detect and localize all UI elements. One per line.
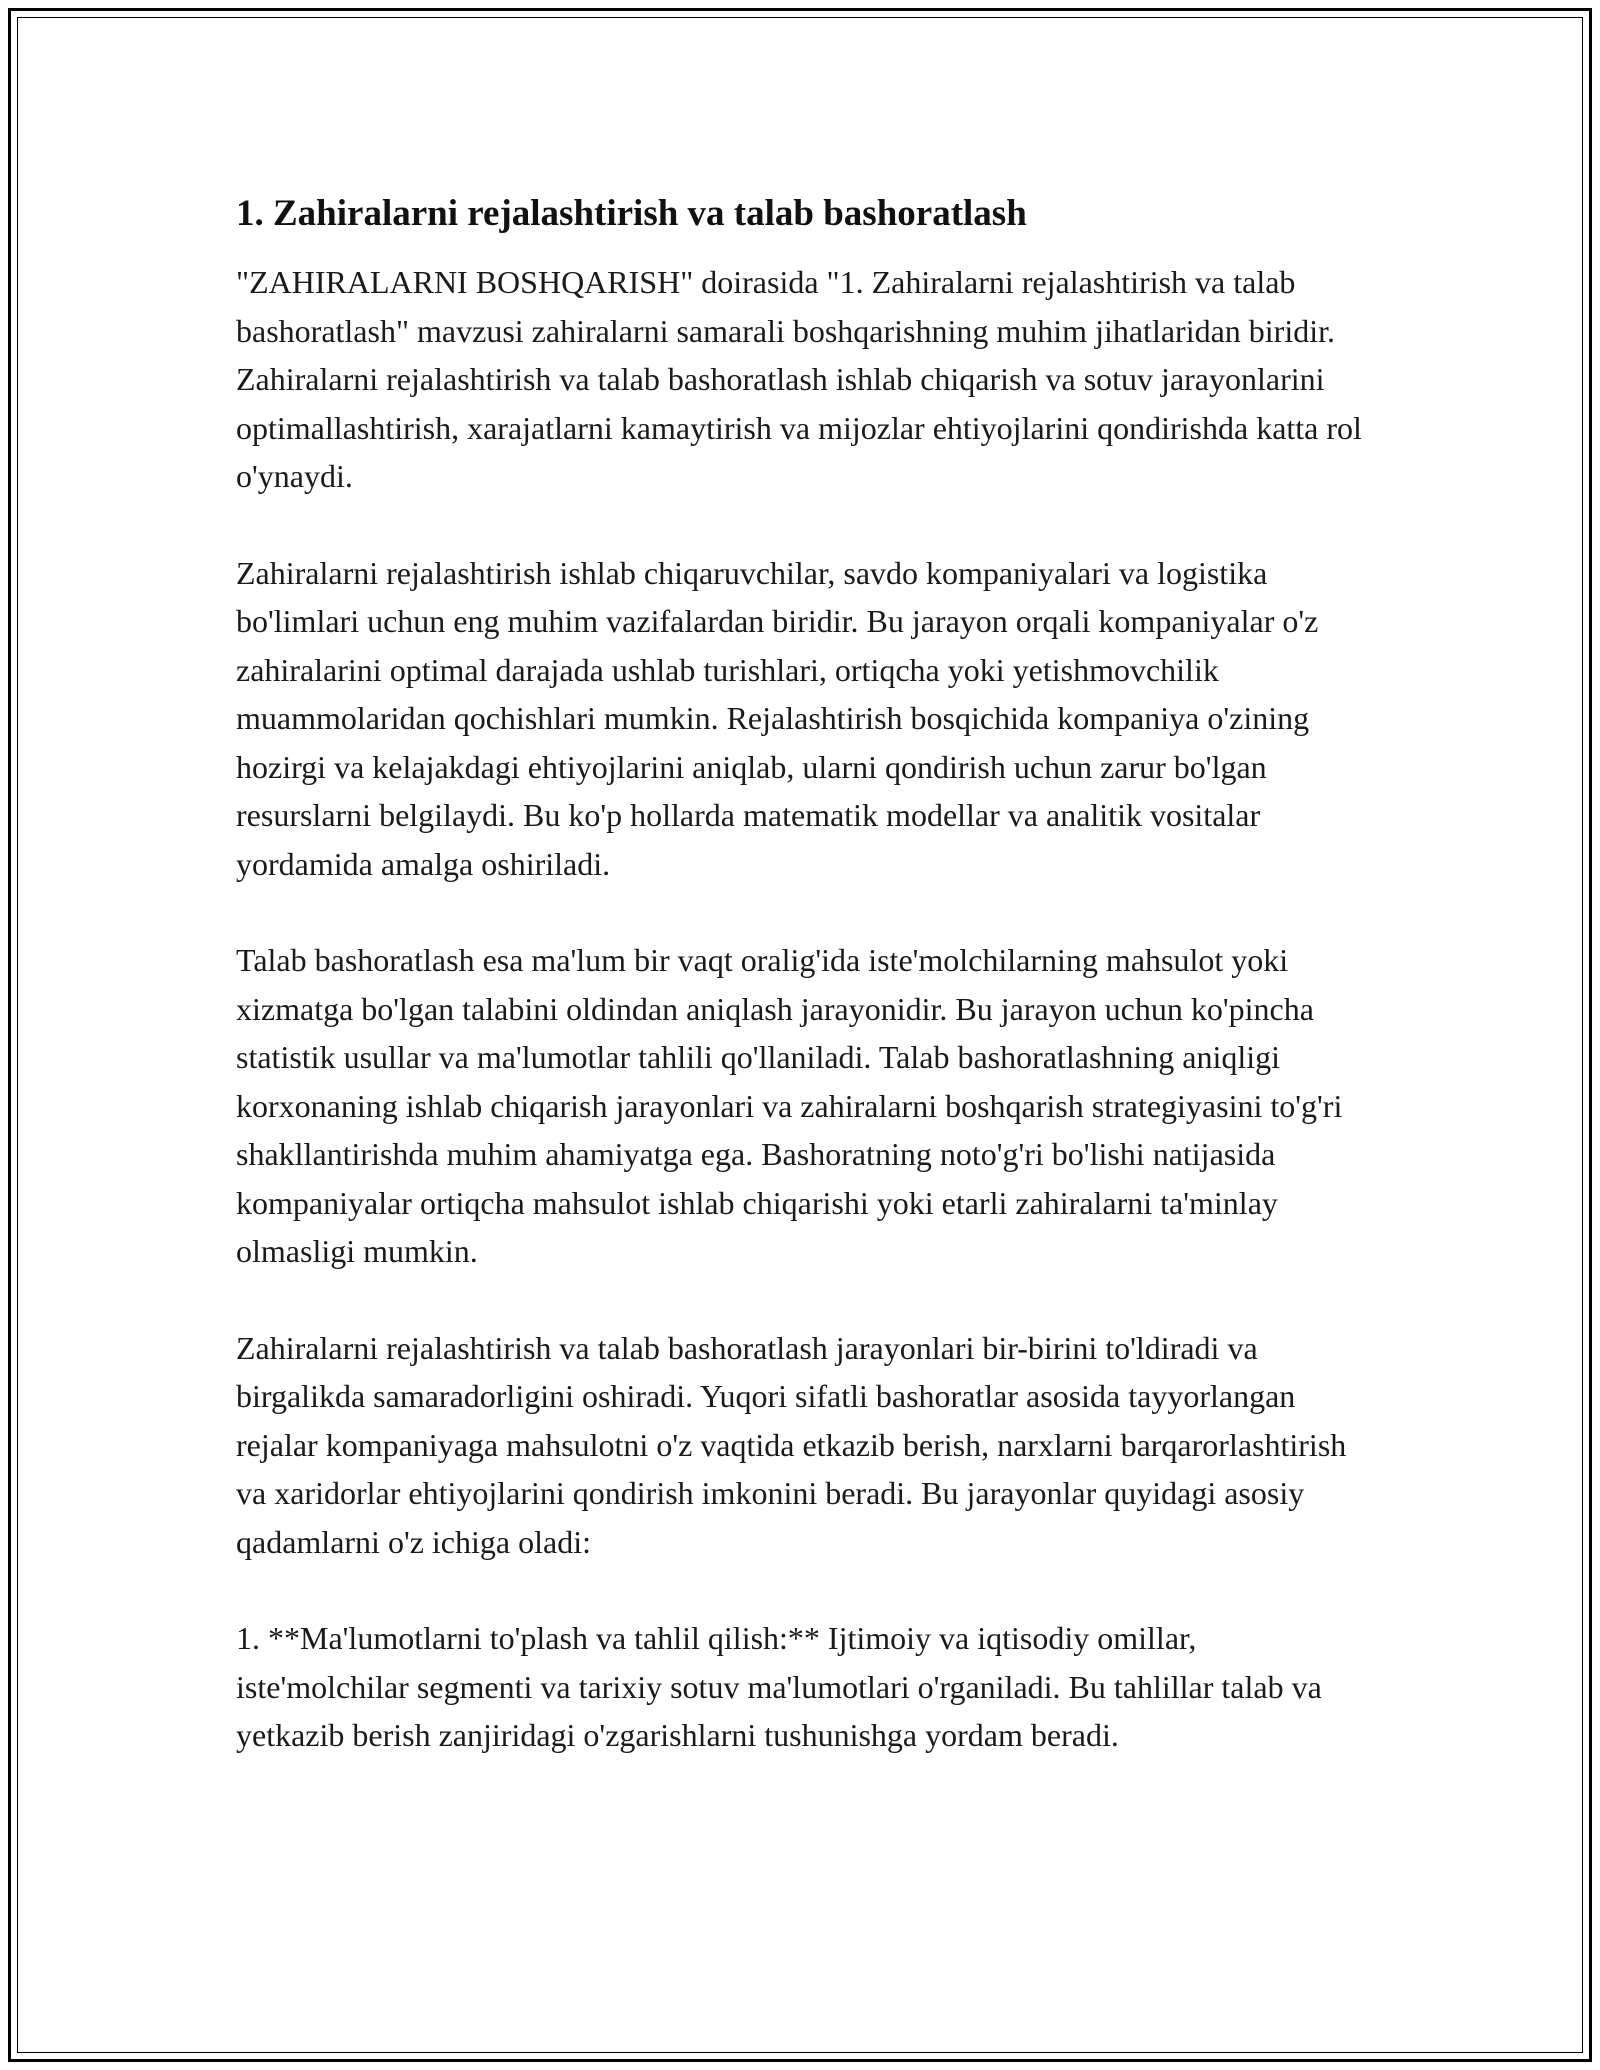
paragraph-combined: Zahiralarni rejalashtirish va talab bashoratlash jarayonlari bir-birini to'ldiradi va birgalikda samaradorligini oshiradi. Yuqori sifatli bashoratlar asosida tayyorlangan rejalar kompaniyaga mahsulotni o'z vaqtida etkazib berish, narxlarni barqarorlashtirish va xaridorlar ehtiyojlarini qondirish imkonini beradi. Bu jarayonlar quyidagi asosiy qadamlarni o'z ichiga oladi: [236, 1329, 1347, 1560]
paragraph-step-1: 1. **Ma'lumotlarni to'plash va tahlil qilish:** Ijtimoiy va iqtisodiy omillar, iste'molchilar segmenti va tarixiy sotuv ma'lumotlari o'rganiladi. Bu tahlillar talab va yetkazib berish zanjiridagi o'zgarishlarni tushunishga yordam beradi. [236, 1620, 1322, 1753]
document-title: 1. Zahiralarni rejalashtirish va talab bashoratlash [236, 193, 1027, 234]
document-body [236, 188, 1376, 1808]
paragraph-intro: "ZAHIRALARNI BOSHQARISH" doirasida "1. Zahiralarni rejalashtirish va talab bashoratlash" mavzusi zahiralarni samarali boshqarishning muhim jihatlaridan biridir. Zahiralarni rejalashtirish va talab bashoratlash ishlab chiqarish va sotuv jarayonlarini optimallashtirish, xarajatlarni kamaytirish va mijozlar ehtiyojlarini qondirishda katta rol o'ynaydi. [236, 264, 1362, 494]
paragraph-forecasting: Talab bashoratlash esa ma'lum bir vaqt oralig'ida iste'molchilarning mahsulot yoki xizmatga bo'lgan talabini oldindan aniqlash jarayonidir. Bu jarayon uchun ko'pincha statistik usullar va ma'lumotlar tahlili qo'llaniladi. Talab bashoratlashning aniqligi korxonaning ishlab chiqarish jarayonlari va zahiralarni boshqarish strategiyasini to'g'ri shakllantirishda muhim ahamiyatga ega. Bashoratning noto'g'ri bo'lishi natijasida kompaniyalar ortiqcha mahsulot ishlab chiqarishi yoki etarli zahiralarni ta'minlay olmasligi mumkin. [236, 942, 1343, 1269]
paragraph-planning: Zahiralarni rejalashtirish ishlab chiqaruvchilar, savdo kompaniyalari va logistika bo'limlari uchun eng muhim vazifalardan biridir. Bu jarayon orqali kompaniyalar o'z zahiralarini optimal darajada ushlab turishlari, ortiqcha yoki yetishmovchilik muammolaridan qochishlari mumkin. Rejalashtirish bosqichida kompaniya o'zining hozirgi va kelajakdagi ehtiyojlarini aniqlab, ularni qondirish uchun zarur bo'lgan resurslarni belgilaydi. Bu ko'p hollarda matematik modellar va analitik vositalar yordamida amalga oshiriladi. [236, 554, 1319, 882]
